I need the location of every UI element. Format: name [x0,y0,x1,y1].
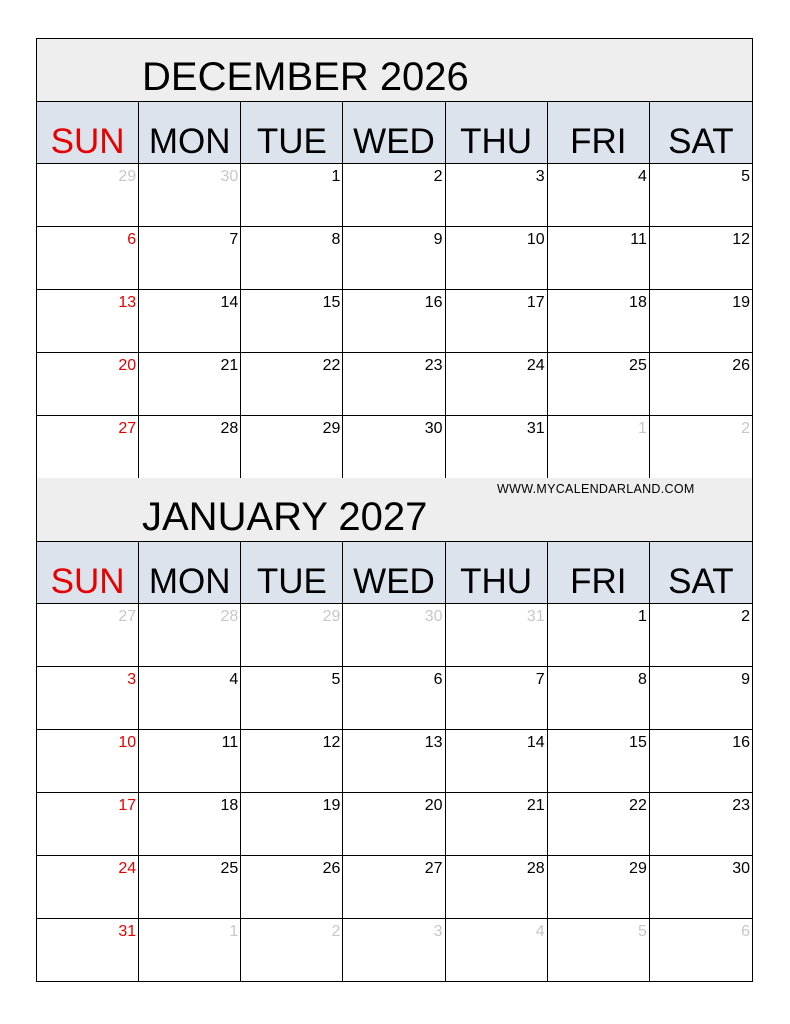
weekday-wed: WED [343,102,445,164]
day-cell-adjacent-month: 27 [37,604,139,667]
day-cell: 25 [139,856,241,919]
weekday-header-row [37,102,752,164]
weekday-header-row [37,542,752,604]
day-cell: 1 [241,164,343,227]
day-cell: 26 [650,353,752,416]
weekday-wed: WED [343,542,445,604]
day-cell: 8 [241,227,343,290]
day-cell: 19 [241,793,343,856]
day-cell: 1 [548,604,650,667]
day-cell: 11 [139,730,241,793]
weekday-mon: MON [139,102,241,164]
day-cell: 6 [37,227,139,290]
day-cell: 18 [548,290,650,353]
day-cell: 14 [446,730,548,793]
day-cell: 6 [343,667,445,730]
month-title-bar [37,39,752,102]
day-cell: 30 [343,416,445,479]
day-cell: 16 [343,290,445,353]
day-cell: 3 [37,667,139,730]
month-title: DECEMBER 2026 [142,55,469,99]
day-cell-adjacent-month: 6 [650,919,752,982]
day-cell: 15 [241,290,343,353]
day-cell: 15 [548,730,650,793]
day-cell-adjacent-month: 28 [139,604,241,667]
day-cell-adjacent-month: 3 [343,919,445,982]
day-cell: 24 [37,856,139,919]
day-cell-adjacent-month: 30 [343,604,445,667]
day-cell: 5 [241,667,343,730]
day-cell: 10 [446,227,548,290]
weekday-sat: SAT [650,542,752,604]
day-cell-adjacent-month: 1 [139,919,241,982]
day-cell: 3 [446,164,548,227]
day-cell-adjacent-month: 1 [548,416,650,479]
day-cell-adjacent-month: 31 [446,604,548,667]
weekday-thu: THU [446,542,548,604]
day-cell-adjacent-month: 5 [548,919,650,982]
day-cell: 25 [548,353,650,416]
day-cell: 11 [548,227,650,290]
weekday-tue: TUE [241,542,343,604]
month-title: JANUARY 2027 [142,495,428,539]
day-cell-adjacent-month: 29 [241,604,343,667]
day-cell: 24 [446,353,548,416]
day-cell: 5 [650,164,752,227]
weekday-fri: FRI [548,102,650,164]
day-cell: 21 [446,793,548,856]
day-cell: 2 [650,604,752,667]
day-cell: 12 [650,227,752,290]
day-cell-adjacent-month: 2 [241,919,343,982]
weekday-sat: SAT [650,102,752,164]
weekday-tue: TUE [241,102,343,164]
day-cell-adjacent-month: 4 [446,919,548,982]
day-cell: 7 [446,667,548,730]
day-cell: 10 [37,730,139,793]
day-cell: 23 [343,353,445,416]
weekday-fri: FRI [548,542,650,604]
days-grid [37,164,752,479]
day-cell: 16 [650,730,752,793]
day-cell-adjacent-month: 2 [650,416,752,479]
day-cell: 12 [241,730,343,793]
day-cell: 9 [650,667,752,730]
day-cell: 17 [446,290,548,353]
weekday-mon: MON [139,542,241,604]
day-cell: 27 [343,856,445,919]
day-cell: 14 [139,290,241,353]
day-cell: 27 [37,416,139,479]
day-cell: 28 [139,416,241,479]
weekday-sun: SUN [37,102,139,164]
days-grid [37,604,752,982]
day-cell: 20 [37,353,139,416]
day-cell: 29 [548,856,650,919]
calendar-january [36,478,753,982]
day-cell: 13 [37,290,139,353]
day-cell: 26 [241,856,343,919]
day-cell: 13 [343,730,445,793]
day-cell: 19 [650,290,752,353]
day-cell: 31 [446,416,548,479]
day-cell: 20 [343,793,445,856]
day-cell: 4 [139,667,241,730]
day-cell-adjacent-month: 30 [139,164,241,227]
day-cell: 21 [139,353,241,416]
day-cell: 17 [37,793,139,856]
day-cell: 22 [241,353,343,416]
day-cell: 29 [241,416,343,479]
day-cell: 23 [650,793,752,856]
weekday-sun: SUN [37,542,139,604]
day-cell: 31 [37,919,139,982]
day-cell: 18 [139,793,241,856]
weekday-thu: THU [446,102,548,164]
month-title-bar [37,478,752,542]
day-cell: 7 [139,227,241,290]
calendar-december [36,38,753,479]
day-cell: 9 [343,227,445,290]
website-label: WWW.MYCALENDARLAND.COM [497,482,695,496]
day-cell: 4 [548,164,650,227]
day-cell: 8 [548,667,650,730]
day-cell: 28 [446,856,548,919]
day-cell-adjacent-month: 29 [37,164,139,227]
day-cell: 2 [343,164,445,227]
day-cell: 22 [548,793,650,856]
day-cell: 30 [650,856,752,919]
